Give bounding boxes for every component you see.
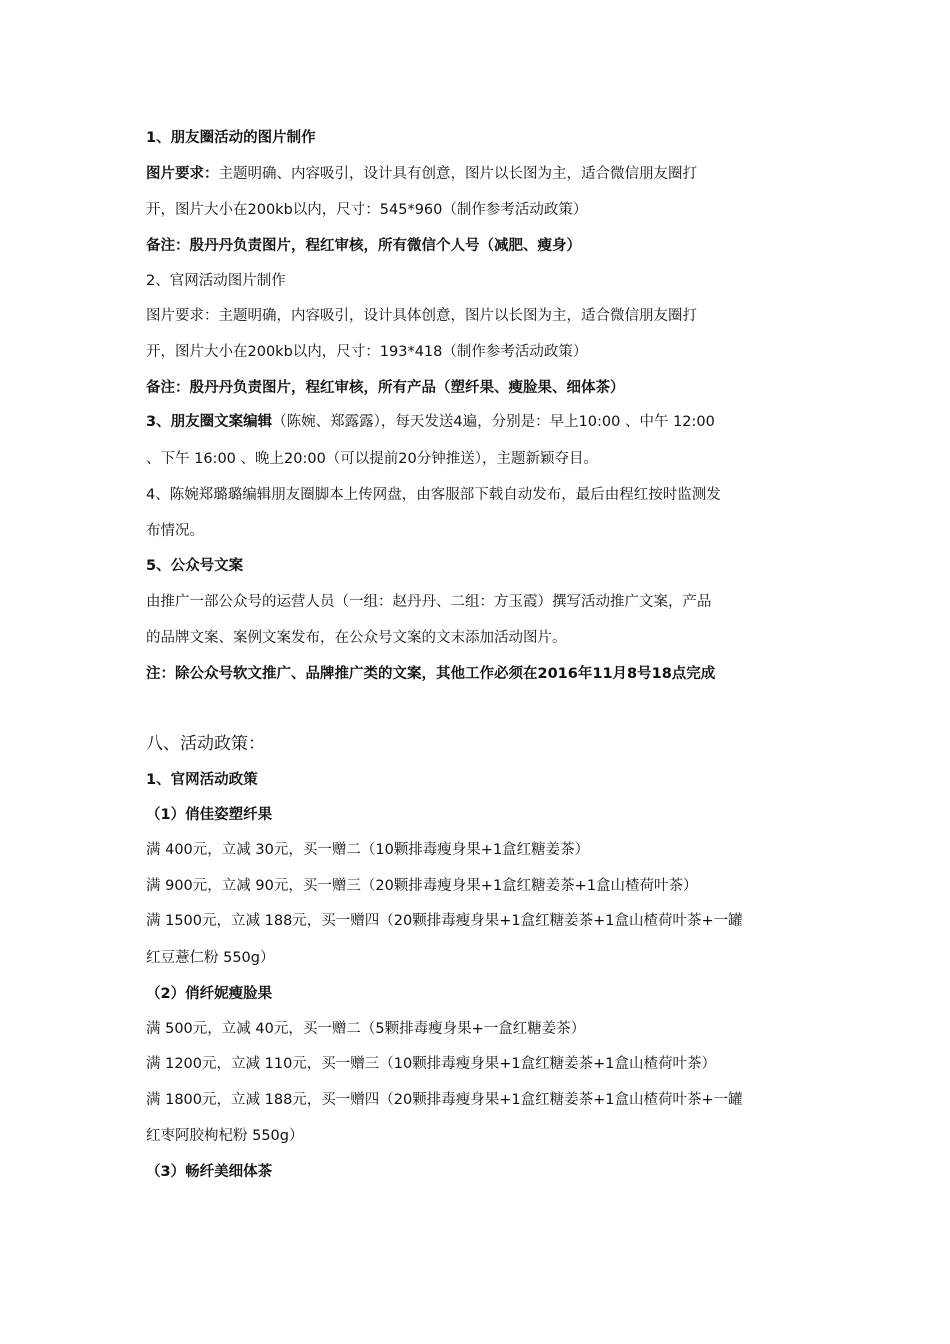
subsection-heading: 1、官网活动政策: [146, 772, 258, 788]
note-line: 注：除公众号软文推广、品牌推广类的文案，其他工作必须在2016年11月8号18点完成: [146, 666, 716, 682]
paragraph-line: 、下午 16:00 、晚上20:00（可以提前20分钟推送），主题新颖夺目。: [146, 451, 598, 467]
label-prefix: 3、朋友圈文案编辑: [146, 414, 273, 430]
paragraph-line: [146, 412, 816, 432]
policy-line: 满 1800元，立减 188元，买一赠四（20颗排毒瘦身果+1盒红糖姜茶+1盒山楂荷叶茶+一罐: [146, 1092, 743, 1108]
policy-line: 红豆薏仁粉 550g）: [146, 950, 275, 966]
paragraph-line: 开，图片大小在200kb以内，尺寸：545*960（制作参考活动政策）: [146, 202, 588, 218]
line-text: （陈婉、郑露露），每天发送4遍，分别是：早上10:00 、中午 12:00: [272, 414, 715, 430]
note-line: 备注：殷丹丹负责图片，程红审核，所有产品（塑纤果、瘦脸果、细体茶）: [146, 380, 625, 396]
section-heading: 2、官网活动图片制作: [146, 273, 286, 289]
policy-line: 满 900元，立减 90元，买一赠三（20颗排毒瘦身果+1盒红糖姜茶+1盒山楂荷叶茶）: [146, 878, 698, 894]
paragraph-line: 的品牌文案、案例文案发布，在公众号文案的文末添加活动图片。: [146, 630, 567, 646]
paragraph-line: 布情况。: [146, 523, 204, 539]
section-heading: 1、朋友圈活动的图片制作: [146, 130, 316, 146]
paragraph-line: [146, 164, 816, 184]
policy-line: 满 500元，立减 40元，买一赠二（5颗排毒瘦身果+一盒红糖姜茶）: [146, 1021, 586, 1037]
paragraph-line: 由推广一部公众号的运营人员（一组：赵丹丹、二组：方玉霞）撰写活动推广文案，产品: [146, 594, 712, 610]
product-heading: （2）俏纤妮瘦脸果: [146, 986, 273, 1002]
paragraph-line: 开，图片大小在200kb以内，尺寸：193*418（制作参考活动政策）: [146, 344, 588, 360]
note-line: 备注：殷丹丹负责图片，程红审核，所有微信个人号（减肥、瘦身）: [146, 238, 581, 254]
paragraph-line: 4、陈婉郑璐璐编辑朋友圈脚本上传网盘，由客服部下载自动发布，最后由程红按时监测发: [146, 487, 721, 503]
paragraph-line: 图片要求：主题明确，内容吸引，设计具体创意，图片以长图为主，适合微信朋友圈打: [146, 308, 697, 324]
policy-line: 满 1500元，立减 188元，买一赠四（20颗排毒瘦身果+1盒红糖姜茶+1盒山楂荷叶茶+一罐: [146, 913, 743, 929]
label-prefix: 图片要求：: [146, 166, 219, 182]
chapter-heading: 八、活动政策：: [146, 734, 265, 754]
section-heading: 5、公众号文案: [146, 558, 244, 574]
policy-line: 红枣阿胶枸杞粉 550g）: [146, 1128, 304, 1144]
product-heading: （1）俏佳姿塑纤果: [146, 807, 273, 823]
line-text: 主题明确、内容吸引，设计具有创意，图片以长图为主，适合微信朋友圈打: [218, 166, 697, 182]
product-heading: （3）畅纤美细体茶: [146, 1164, 273, 1180]
policy-line: 满 400元，立减 30元，买一赠二（10颗排毒瘦身果+1盒红糖姜茶）: [146, 842, 590, 858]
policy-line: 满 1200元，立减 110元，买一赠三（10颗排毒瘦身果+1盒红糖姜茶+1盒山楂荷叶茶）: [146, 1056, 716, 1072]
